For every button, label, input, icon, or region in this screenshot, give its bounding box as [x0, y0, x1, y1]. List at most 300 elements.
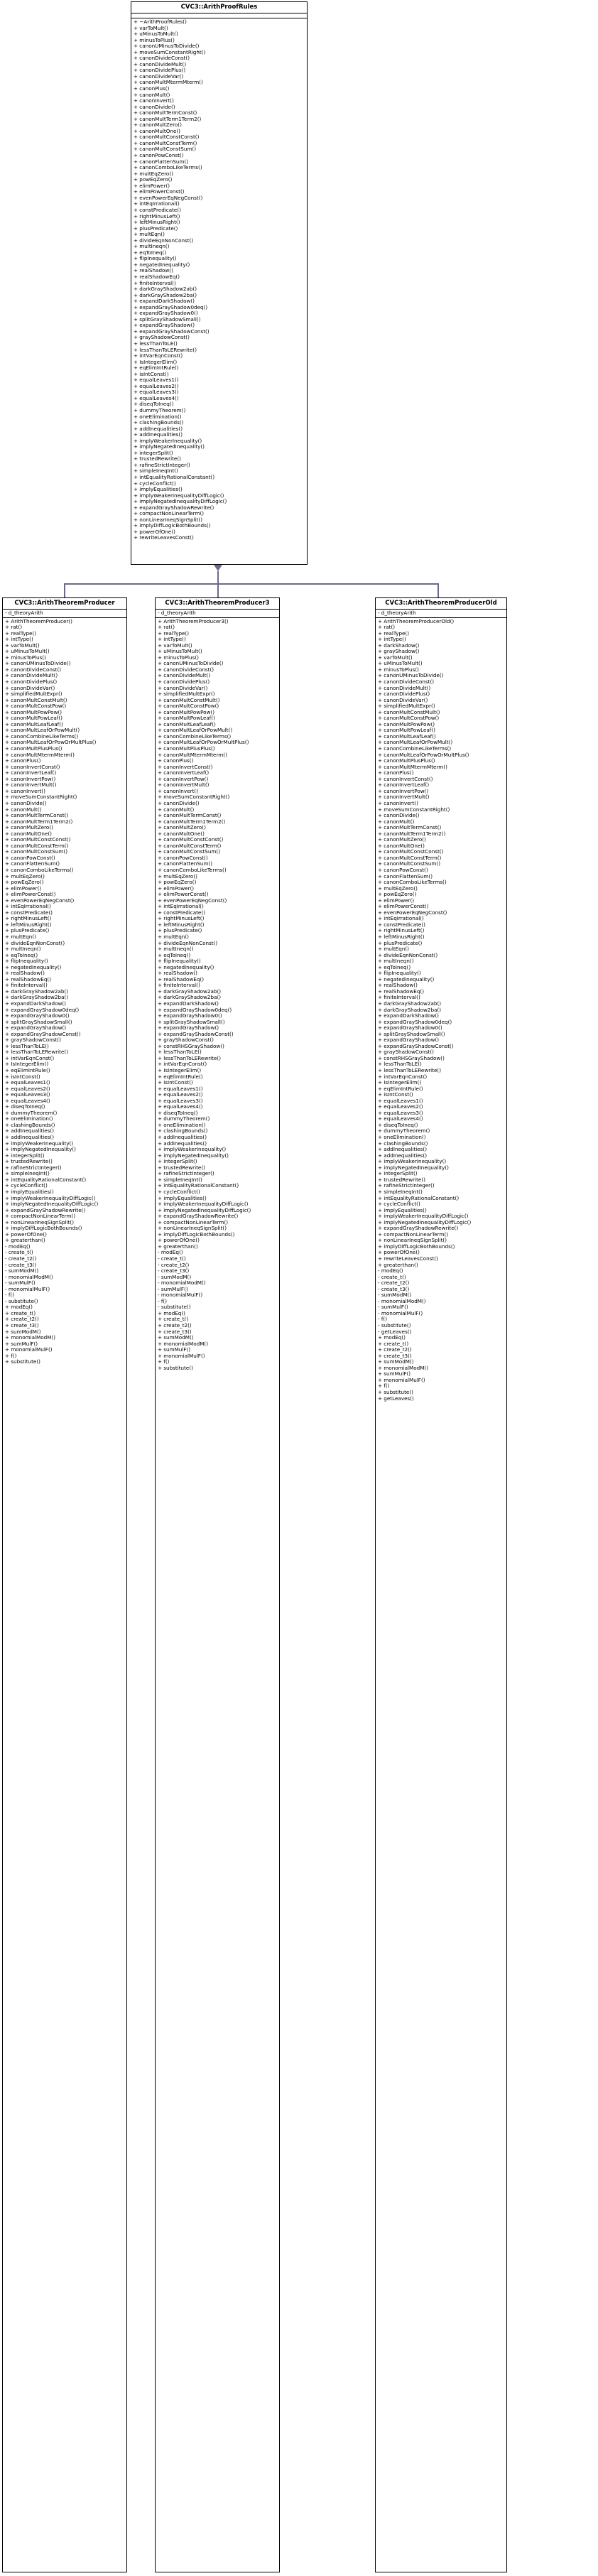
class-method-row[interactable]: + clashingBounds()	[5, 1122, 55, 1128]
class-method-row[interactable]: + canonMultConstTerm()	[158, 843, 222, 849]
class-method-row[interactable]: + canonComboLikeTerms()	[378, 880, 447, 886]
class-method-row[interactable]: + nonLinearIneqSignSplit()	[134, 516, 203, 523]
class-method-row[interactable]: + canonMultConstTerm()	[5, 843, 69, 849]
class-method-row[interactable]: + canonInvertMult()	[158, 782, 210, 789]
class-method-row[interactable]: + canonFlattenSum()	[134, 158, 189, 165]
class-method-row[interactable]: - monomialMulF()	[378, 1310, 423, 1316]
class-method-row[interactable]: + expandGrayShadow0deq()	[5, 1007, 80, 1013]
class-method-row[interactable]: + canonMultZero()	[5, 825, 53, 831]
class-method-row[interactable]: + expandGrayShadow0deq()	[378, 1019, 452, 1025]
class-method-row[interactable]: + expandGrayShadow0deq()	[158, 1007, 232, 1013]
class-method-row[interactable]: + canonMultConstConst()	[378, 849, 444, 855]
class-method-row[interactable]: + equalLeaves3()	[378, 1110, 423, 1116]
class-method-row[interactable]: + oneElimination()	[5, 1116, 53, 1122]
class-method-row[interactable]: + implyWeakerInequality()	[134, 438, 202, 444]
class-method-row[interactable]: + canonMultLeafOrPowOrMultPlus()	[378, 752, 469, 758]
class-method-row[interactable]: + clashingBounds()	[134, 420, 184, 426]
class-method-row[interactable]: + IsIntegerElim()	[158, 1068, 202, 1074]
class-method-row[interactable]: + negatedInequality()	[158, 964, 214, 970]
class-method-row[interactable]: + lessThanToLE()	[5, 1043, 49, 1049]
class-method-row[interactable]: + addInequalities()	[378, 1147, 428, 1153]
class-method-row[interactable]: + realType()	[158, 630, 190, 637]
class-method-row[interactable]: + uMinusToMult()	[378, 661, 423, 667]
class-method-row[interactable]: + greaterthan()	[5, 1238, 45, 1244]
class-method-row[interactable]: + canonInvert()	[134, 98, 174, 104]
class-method-row[interactable]: + darkGrayShadow2ab()	[378, 1001, 442, 1007]
class-method-row[interactable]: + eqElimIntRule()	[378, 1086, 423, 1092]
class-method-row[interactable]: + implyWeakerInequality()	[378, 1159, 447, 1165]
class-method-row[interactable]: + intVarEqnConst()	[134, 353, 183, 359]
class-method-row[interactable]: + canonFlattenSum()	[158, 861, 213, 867]
class-method-row[interactable]: + equalLeaves2()	[134, 383, 179, 389]
class-method-row[interactable]: + eqElimIntRule()	[134, 365, 179, 372]
class-method-row[interactable]: + divideEqnNonConst()	[158, 940, 218, 946]
class-method-row[interactable]: + leftMinusRight()	[5, 921, 52, 928]
class-method-row[interactable]: + flipInequality()	[5, 958, 48, 965]
class-method-row[interactable]: + powerOfOne()	[378, 1250, 420, 1256]
class-method-row[interactable]: + darkGrayShadow2ab()	[5, 988, 69, 995]
class-method-row[interactable]: + rat()	[5, 624, 23, 631]
class-method-row[interactable]: + canonInvertLeaf()	[5, 770, 57, 776]
class-method-row[interactable]: + multIneqn()	[5, 946, 41, 953]
class-method-row[interactable]: + canonMultTerm1Term2()	[134, 116, 202, 122]
class-method-row[interactable]: + canonMultLeafOrPowMult()	[158, 727, 233, 734]
class-method-row[interactable]: + sumModM()	[5, 1328, 41, 1335]
class-method-row[interactable]: + canonDivideMult()	[158, 673, 211, 679]
class-method-row[interactable]: + canonMultConstPow()	[158, 703, 219, 710]
class-method-row[interactable]: + implyWeakerInequalityDiffLogic()	[378, 1213, 469, 1220]
class-method-row[interactable]: + evenPowerEqNegConst()	[5, 897, 75, 904]
class-method-row[interactable]: + dummyTheorem()	[5, 1110, 58, 1116]
class-method-row[interactable]: + canonInvertLeaf()	[158, 770, 210, 776]
class-method-row[interactable]: + expandGrayShadowRewrite()	[158, 1213, 239, 1220]
class-method-row[interactable]: + canonComboLikeTerms()	[134, 165, 202, 171]
class-method-row[interactable]: + implyNegatedInequalityDiffLogic()	[5, 1201, 99, 1208]
class-method-row[interactable]: + canonDivideConst()	[5, 666, 62, 673]
class-method-row[interactable]: + canonDividePlus()	[5, 679, 58, 686]
class-method-row[interactable]: + elimPower()	[378, 897, 415, 904]
class-method-row[interactable]: - create_t3()	[378, 1286, 410, 1292]
class-method-row[interactable]: + equalLeaves1()	[158, 1086, 203, 1092]
class-method-row[interactable]: + multEqn()	[378, 946, 409, 953]
class-method-row[interactable]: + canonMultLeafLeaf()	[378, 733, 436, 740]
class-method-row[interactable]: + canonUMinusToDivide()	[5, 661, 71, 667]
class-method-row[interactable]: + realShadowEq()	[158, 976, 204, 983]
class-method-row[interactable]: + canonDivideVar()	[158, 685, 208, 691]
class-method-row[interactable]: + implyEqualities()	[158, 1195, 207, 1201]
class-method-row[interactable]: + constPredicate()	[378, 921, 425, 928]
class-method-row[interactable]: + implyWeakerInequality()	[5, 1140, 74, 1147]
class-method-row[interactable]: + f()	[5, 1353, 17, 1359]
class-method-row[interactable]: + canonPowConst()	[378, 867, 428, 873]
class-method-row[interactable]: + integerSplit()	[378, 1171, 418, 1177]
class-method-row[interactable]: + canonMultMtermMterm()	[134, 80, 203, 86]
class-method-row[interactable]: + IsIntegerElim()	[134, 359, 178, 365]
class-method-row[interactable]: + implyDiffLogicBothBounds()	[134, 523, 211, 529]
class-method-row[interactable]: + monomialModM()	[378, 1365, 429, 1371]
class-method-row[interactable]: + intType()	[5, 637, 33, 643]
class-method-row[interactable]: + rewriteLeavesConst()	[378, 1255, 438, 1262]
class-method-row[interactable]: + rightMinusLeft()	[378, 928, 425, 934]
class-method-row[interactable]: + canonMultTerm1Term2()	[158, 818, 226, 825]
class-method-row[interactable]: + addInequalities()	[5, 1128, 55, 1135]
class-method-row[interactable]: - create_t3()	[158, 1268, 190, 1275]
class-method-row[interactable]: + powerOfOne()	[134, 529, 175, 535]
class-method-row[interactable]: + addInequalities()	[134, 432, 183, 438]
class-method-row[interactable]: + canonDivide()	[158, 800, 200, 806]
class-method-row[interactable]: + canonMultOne()	[134, 128, 180, 134]
class-method-row[interactable]: + addInequalities()	[5, 1135, 55, 1141]
class-method-row[interactable]: + moveSumConstantRight()	[378, 806, 450, 813]
class-method-row[interactable]: + canonMultTermConst()	[5, 813, 69, 819]
class-method-row[interactable]: + realType()	[5, 630, 37, 637]
class-method-row[interactable]: + eqElimIntRule()	[5, 1068, 50, 1074]
class-method-row[interactable]: + rightMinusLeft()	[158, 916, 205, 922]
class-method-row[interactable]: + monomialModM()	[5, 1335, 56, 1341]
class-attribute-row[interactable]: - d_theoryArith	[158, 610, 196, 616]
class-method-row[interactable]: + eqElimIntRule()	[158, 1073, 203, 1080]
class-method-row[interactable]: + evenPowerEqNegConst()	[378, 909, 447, 916]
class-method-row[interactable]: + darkShadow()	[378, 642, 420, 649]
class-method-row[interactable]: + rat()	[158, 624, 175, 631]
class-method-row[interactable]: + elimPower()	[158, 885, 195, 892]
class-method-row[interactable]: - create_t3()	[5, 1262, 37, 1268]
class-method-row[interactable]: + rewriteLeavesConst()	[134, 535, 194, 541]
class-method-row[interactable]: + implyWeakerInequalityDiffLogic()	[134, 492, 224, 499]
class-method-row[interactable]: + create_t2()	[158, 1322, 192, 1328]
class-method-row[interactable]: + multEqZero()	[134, 171, 173, 177]
class-method-row[interactable]: + realShadowEq()	[378, 988, 424, 995]
class-method-row[interactable]: + equalLeaves2()	[378, 1104, 423, 1110]
class-method-row[interactable]: + canonMultTerm1Term2()	[5, 818, 73, 825]
class-method-row[interactable]: - f()	[158, 1298, 168, 1304]
class-method-row[interactable]: + moveSumConstantRight()	[5, 794, 77, 801]
class-method-row[interactable]: + canonMultTerm1Term2()	[378, 830, 446, 837]
class-method-row[interactable]: + canonUMinusToDivide()	[134, 43, 200, 50]
class-method-row[interactable]: + substitute()	[5, 1359, 40, 1365]
class-method-row[interactable]: + canonMultPowPow()	[378, 721, 435, 727]
class-method-row[interactable]: + rafineStrictInteger()	[378, 1183, 435, 1189]
class-method-row[interactable]: - getLeaves()	[378, 1328, 412, 1335]
class-method-row[interactable]: - monomialModM()	[378, 1298, 426, 1304]
class-method-row[interactable]: + cycleConflict()	[158, 1189, 200, 1195]
class-method-row[interactable]: + expandGrayShadowRewrite()	[134, 504, 214, 511]
class-method-row[interactable]: + canonMultConstSum()	[134, 146, 197, 153]
class-method-row[interactable]: + grayShadowConst()	[378, 1049, 434, 1056]
class-method-row[interactable]: + canonMultZero()	[134, 122, 182, 129]
class-method-row[interactable]: + canonPowConst()	[158, 855, 208, 861]
class-method-row[interactable]: + plusPredicate()	[378, 940, 423, 946]
class-method-row[interactable]: + moveSumConstantRight()	[158, 794, 230, 801]
class-method-row[interactable]: + constPredicate()	[5, 909, 53, 916]
class-method-row[interactable]: + canonComboLikeTerms()	[158, 867, 227, 873]
class-method-row[interactable]: - sumModM()	[378, 1292, 412, 1299]
class-method-row[interactable]: + canonPlus()	[158, 758, 194, 764]
class-method-row[interactable]: + canonMultPlusPlus()	[378, 758, 435, 764]
class-method-row[interactable]: + darkGrayShadow2ba()	[378, 1007, 442, 1013]
class-method-row[interactable]: + intEqIrrational()	[158, 904, 204, 910]
class-method-row[interactable]: + constPredicate()	[134, 207, 181, 213]
class-method-row[interactable]: + cycleConflict()	[5, 1183, 48, 1189]
class-method-row[interactable]: + canonInvertPow()	[5, 776, 56, 782]
class-method-row[interactable]: + integerSplit()	[158, 1159, 197, 1165]
class-method-row[interactable]: + rafineStrictInteger()	[5, 1164, 62, 1171]
class-method-row[interactable]: + eqToIneq()	[5, 952, 38, 958]
class-method-row[interactable]: + implyNegatedInequality()	[5, 1147, 76, 1153]
class-method-row[interactable]: + cycleConflict()	[378, 1201, 420, 1208]
class-method-row[interactable]: + expandGrayShadowRewrite()	[5, 1207, 86, 1213]
class-method-row[interactable]: + diseqToIneq()	[378, 1122, 418, 1128]
class-method-row[interactable]: + implyDiffLogicBothBounds()	[5, 1225, 82, 1232]
class-method-row[interactable]: + divideEqnNonConst()	[5, 940, 65, 946]
class-method-row[interactable]: + canonInvertConst()	[158, 764, 213, 770]
class-method-row[interactable]: + f()	[158, 1359, 170, 1365]
class-method-row[interactable]: + diseqToIneq()	[158, 1110, 198, 1116]
class-method-row[interactable]: + canonMultLeafOrPowOrMultPlus()	[5, 740, 97, 746]
class-method-row[interactable]: + lessThanToLERewrite()	[5, 1049, 69, 1056]
class-method-row[interactable]: + powEqZero()	[5, 880, 44, 886]
class-method-row[interactable]: + minusToPlus()	[5, 654, 46, 661]
class-method-row[interactable]: + compactNonLinearTerm()	[5, 1213, 76, 1220]
class-method-row[interactable]: - substitute()	[158, 1304, 191, 1311]
class-method-row[interactable]: + eqToIneq()	[158, 952, 191, 958]
class-method-row[interactable]: + negatedInequality()	[378, 976, 435, 983]
class-method-row[interactable]: + create_t()	[5, 1310, 36, 1316]
class-method-row[interactable]: + canonDivideMult()	[134, 61, 187, 67]
class-method-row[interactable]: - modEq()	[158, 1250, 183, 1256]
class-method-row[interactable]: + trustedRewrite()	[134, 456, 181, 462]
class-method-row[interactable]: - create_t()	[5, 1250, 33, 1256]
class-method-row[interactable]: + canonMultLeafLeaf()	[5, 721, 63, 727]
class-method-row[interactable]: + diseqToIneq()	[5, 1104, 45, 1110]
class-method-row[interactable]: + create_t()	[158, 1316, 189, 1323]
class-method-row[interactable]: + sumMulF()	[5, 1341, 38, 1347]
class-method-row[interactable]: + addInequalities()	[378, 1152, 428, 1159]
class-method-row[interactable]: + plusPredicate()	[5, 928, 50, 934]
class-method-row[interactable]: + simpleIneqInt()	[5, 1171, 50, 1177]
class-method-row[interactable]: + isIntConst()	[5, 1073, 40, 1080]
class-method-row[interactable]: + rightMinusLeft()	[134, 213, 180, 220]
class-method-row[interactable]: + canonDividePlus()	[378, 691, 430, 698]
class-method-row[interactable]: + intEqualityRationalConstant()	[158, 1183, 239, 1189]
class-box-arith-proof-rules[interactable]	[131, 1, 308, 565]
class-method-row[interactable]: + canonDivideConst()	[134, 55, 190, 62]
class-method-row[interactable]: + canonMultPowLeaf()	[5, 715, 62, 722]
class-method-row[interactable]: + simplifiedMultExpr()	[5, 691, 62, 698]
class-method-row[interactable]: + intEqIrrational()	[134, 201, 180, 207]
class-method-row[interactable]: + trustedRewrite()	[378, 1176, 425, 1183]
class-method-row[interactable]: + equalLeaves1()	[5, 1080, 50, 1086]
class-method-row[interactable]: + multEqn()	[5, 933, 36, 940]
class-method-row[interactable]: + canonDivideMult()	[378, 685, 431, 691]
class-method-row[interactable]: + constRHSGrayShadow()	[158, 1043, 224, 1049]
class-method-row[interactable]: + ArithTheoremProducer3()	[158, 618, 229, 624]
class-method-row[interactable]: + splitGrayShadowSmall()	[378, 1031, 445, 1037]
class-method-row[interactable]: + oneElimination()	[378, 1135, 426, 1141]
class-method-row[interactable]: + uMinusToMult()	[158, 649, 202, 655]
class-method-row[interactable]: + nonLinearIneqSignSplit()	[158, 1225, 227, 1232]
class-method-row[interactable]: + expandGrayShadow0()	[378, 1025, 442, 1032]
class-method-row[interactable]: + canonInvert()	[378, 800, 418, 806]
class-method-row[interactable]: + addInequalities()	[158, 1135, 207, 1141]
class-method-row[interactable]: + isIntConst()	[378, 1092, 413, 1098]
class-method-row[interactable]: - modEq()	[378, 1268, 403, 1275]
class-method-row[interactable]: + finiteInterval()	[134, 280, 176, 286]
class-method-row[interactable]: + canonCombineLikeTerms()	[378, 746, 452, 752]
class-method-row[interactable]: + simpleIneqInt()	[158, 1176, 202, 1183]
class-method-row[interactable]: + canonMultConstPow()	[378, 715, 440, 722]
class-method-row[interactable]: - modEq()	[5, 1243, 31, 1250]
class-method-row[interactable]: + negatedInequality()	[134, 261, 190, 268]
class-method-row[interactable]: + create_t2()	[5, 1316, 39, 1323]
class-method-row[interactable]: + leftMinusRight()	[158, 921, 205, 928]
class-method-row[interactable]: + implyWeakerInequalityDiffLogic()	[5, 1195, 96, 1201]
class-method-row[interactable]: + finiteInterval()	[5, 983, 48, 989]
class-method-row[interactable]: + powEqZero()	[158, 880, 197, 886]
class-method-row[interactable]: + powerOfOne()	[5, 1231, 47, 1238]
class-box-arith-theorem-producer[interactable]	[2, 597, 127, 2572]
class-method-row[interactable]: + implyNegatedInequalityDiffLogic()	[134, 499, 227, 505]
class-method-row[interactable]: - f()	[5, 1292, 15, 1299]
class-method-row[interactable]: + grayShadow()	[378, 649, 420, 655]
class-method-row[interactable]: + grayShadowConst()	[5, 1037, 61, 1044]
class-method-row[interactable]: + diseqToIneq()	[134, 401, 174, 408]
class-method-row[interactable]: + canonMult()	[5, 806, 42, 813]
class-method-row[interactable]: + ~ArithProofRules()	[134, 19, 187, 25]
class-method-row[interactable]: + constPredicate()	[158, 909, 205, 916]
class-method-row[interactable]: + canonMultZero()	[378, 837, 426, 843]
class-method-row[interactable]: + equalLeaves4()	[378, 1116, 423, 1122]
class-method-row[interactable]: + modEq()	[5, 1304, 33, 1311]
class-method-row[interactable]: + expandGrayShadow()	[134, 323, 195, 329]
class-method-row[interactable]: + negatedInequality()	[5, 964, 62, 970]
class-method-row[interactable]: + lessThanToLERewrite()	[158, 1055, 222, 1061]
class-method-row[interactable]: + multIneqn()	[158, 946, 194, 953]
class-method-row[interactable]: + multEqn()	[158, 933, 189, 940]
class-method-row[interactable]: + canonInvertPow()	[158, 776, 209, 782]
class-method-row[interactable]: + monomialModM()	[158, 1341, 209, 1347]
class-box-arith-theorem-producer3[interactable]	[155, 597, 280, 2572]
class-method-row[interactable]: + expandGrayShadowConst()	[5, 1031, 81, 1037]
class-method-row[interactable]: + canonPowConst()	[134, 153, 184, 159]
class-method-row[interactable]: + intEqualityRationalConstant()	[5, 1176, 87, 1183]
class-method-row[interactable]: + canonInvertConst()	[378, 776, 433, 782]
class-method-row[interactable]: + simplifiedMultExpr()	[158, 691, 215, 698]
class-method-row[interactable]: + minusToPlus()	[158, 654, 199, 661]
class-method-row[interactable]: - create_t()	[158, 1255, 186, 1262]
class-method-row[interactable]: + intType()	[158, 637, 186, 643]
class-method-row[interactable]: + varToMult()	[158, 642, 192, 649]
class-method-row[interactable]: + canonDivideVar()	[5, 685, 55, 691]
class-method-row[interactable]: + dummyTheorem()	[158, 1116, 210, 1122]
class-method-row[interactable]: + expandGrayShadow0()	[158, 1013, 222, 1019]
class-method-row[interactable]: + divideEqnNonConst()	[134, 237, 194, 244]
class-method-row[interactable]: + nonLinearIneqSignSplit()	[378, 1238, 447, 1244]
class-method-row[interactable]: + expandGrayShadow()	[5, 1025, 67, 1032]
class-method-row[interactable]: + canonMultPowPow()	[158, 709, 215, 715]
class-method-row[interactable]: + canonComboLikeTerms()	[5, 867, 74, 873]
class-method-row[interactable]: + elimPowerConst()	[378, 904, 429, 910]
class-method-row[interactable]: - monomialModM()	[158, 1280, 206, 1287]
class-method-row[interactable]: + equalLeaves2()	[158, 1092, 203, 1098]
class-method-row[interactable]: + canonInvertLeaf()	[378, 782, 430, 789]
class-method-row[interactable]: + expandGrayShadow0()	[5, 1013, 70, 1019]
class-method-row[interactable]: + expandDarkShadow()	[158, 1001, 219, 1007]
class-method-row[interactable]: + trustedRewrite()	[158, 1164, 205, 1171]
class-method-row[interactable]: + ArithTheoremProducer()	[5, 618, 72, 624]
class-method-row[interactable]: + leftMinusRight()	[378, 933, 425, 940]
class-method-row[interactable]: + realType()	[378, 630, 410, 637]
class-method-row[interactable]: + darkGrayShadow2ab()	[134, 286, 197, 293]
class-method-row[interactable]: + equalLeaves4()	[5, 1098, 50, 1104]
class-method-row[interactable]: + expandGrayShadowRewrite()	[378, 1225, 459, 1232]
class-method-row[interactable]: + trustedRewrite()	[5, 1159, 53, 1165]
class-method-row[interactable]: + canonMultLeafOrPowMult()	[5, 727, 80, 734]
class-method-row[interactable]: + constRHSGrayShadow()	[378, 1055, 445, 1061]
class-method-row[interactable]: + canonInvertPow()	[378, 788, 429, 794]
class-method-row[interactable]: + canonMultPowPow()	[5, 709, 62, 715]
class-method-row[interactable]: + canonPlus()	[378, 770, 414, 776]
class-method-row[interactable]: + monomialMulF()	[378, 1377, 425, 1383]
class-method-row[interactable]: + equalLeaves1()	[378, 1098, 423, 1104]
class-method-row[interactable]: + varToMult()	[378, 654, 413, 661]
class-method-row[interactable]: + finiteInterval()	[158, 983, 200, 989]
class-method-row[interactable]: + f()	[378, 1383, 390, 1390]
class-method-row[interactable]: + lessThanToLERewrite()	[378, 1068, 442, 1074]
class-method-row[interactable]: + elimPower()	[5, 885, 42, 892]
class-method-row[interactable]: + realShadow()	[134, 268, 173, 274]
class-method-row[interactable]: + intEqualityRationalConstant()	[378, 1195, 460, 1201]
class-method-row[interactable]: + expandGrayShadow0()	[134, 310, 198, 317]
class-method-row[interactable]: + canonMultConstMult()	[158, 697, 220, 703]
class-method-row[interactable]: + isIntConst()	[158, 1080, 193, 1086]
class-method-row[interactable]: + oneElimination()	[158, 1122, 206, 1128]
class-method-row[interactable]: + canonMultPowLeaf()	[378, 727, 435, 734]
class-method-row[interactable]: + canonFlattenSum()	[378, 873, 433, 880]
class-method-row[interactable]: + flipInequality()	[134, 256, 177, 262]
class-method-row[interactable]: + plusPredicate()	[158, 928, 202, 934]
class-method-row[interactable]: + implyEqualities()	[378, 1207, 427, 1213]
class-method-row[interactable]: + canonDivide()	[134, 104, 175, 110]
class-method-row[interactable]: + canonMultOne()	[378, 843, 425, 849]
class-method-row[interactable]: + canonDivideVar()	[378, 697, 428, 703]
class-method-row[interactable]: + canonInvertMult()	[5, 782, 57, 789]
class-method-row[interactable]: + equalLeaves3()	[5, 1092, 50, 1098]
class-method-row[interactable]: - sumMulF()	[5, 1280, 36, 1287]
class-method-row[interactable]: + implyEqualities()	[5, 1189, 54, 1195]
class-method-row[interactable]: + implyEqualities()	[134, 487, 183, 493]
class-method-row[interactable]: + create_t3()	[378, 1353, 412, 1359]
class-method-row[interactable]: + compactNonLinearTerm()	[378, 1231, 449, 1238]
class-method-row[interactable]: + canonMultLeafOrPowOrMultPlus()	[158, 740, 249, 746]
class-method-row[interactable]: + isIntConst()	[134, 371, 169, 377]
class-method-row[interactable]: + monomialMulF()	[5, 1347, 53, 1353]
class-attribute-row[interactable]: - d_theoryArith	[378, 610, 416, 616]
class-method-row[interactable]: - sumMulF()	[378, 1304, 408, 1311]
class-method-row[interactable]: + canonDivide()	[378, 813, 420, 819]
class-method-row[interactable]: + implyNegatedInequality()	[378, 1164, 449, 1171]
class-method-row[interactable]: + realShadowEq()	[134, 274, 180, 280]
class-method-row[interactable]: + equalLeaves1()	[134, 377, 179, 384]
class-method-row[interactable]: + leftMinusRight()	[134, 220, 180, 226]
class-method-row[interactable]: + lessThanToLERewrite()	[134, 347, 197, 353]
class-method-row[interactable]: + canonMult()	[158, 806, 195, 813]
class-method-row[interactable]: + rafineStrictInteger()	[158, 1171, 214, 1177]
class-method-row[interactable]: + substitute()	[378, 1390, 413, 1395]
class-method-row[interactable]: + implyDiffLogicBothBounds()	[158, 1231, 235, 1238]
class-method-row[interactable]: + multEqZero()	[5, 873, 45, 880]
class-method-row[interactable]: + canonInvertConst()	[5, 764, 60, 770]
